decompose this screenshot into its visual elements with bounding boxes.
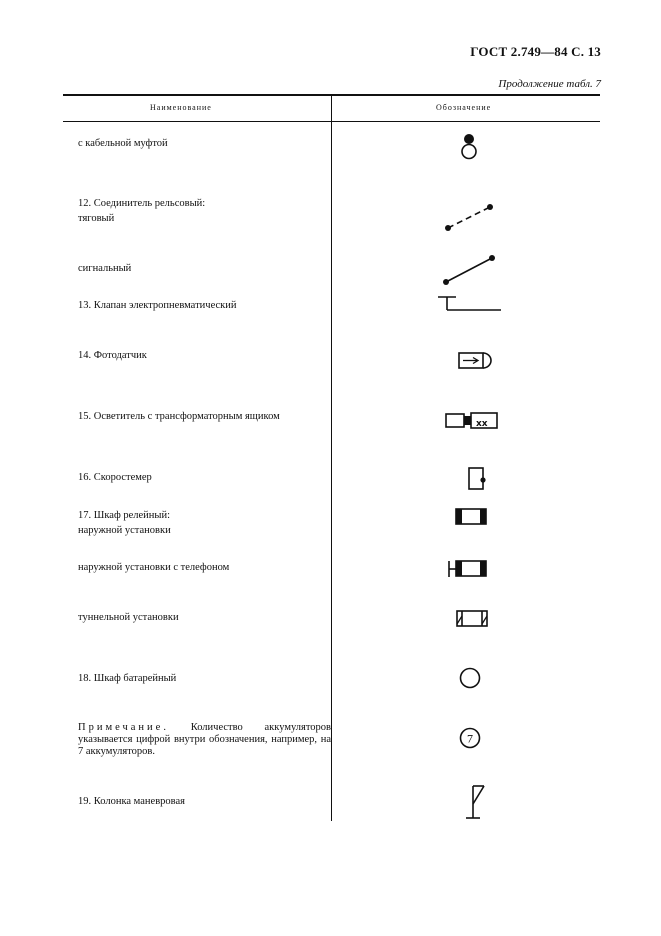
dashed-connector-icon bbox=[442, 200, 498, 234]
row-valve: 13. Клапан электропневматический bbox=[78, 300, 237, 311]
battery-cabinet-icon bbox=[458, 666, 484, 692]
column-divider bbox=[331, 94, 332, 821]
transformer-box-marks: xx bbox=[476, 419, 488, 429]
row-signal-connector: сигнальный bbox=[78, 263, 132, 274]
row-note bbox=[78, 722, 331, 758]
row-relay-tunnel: туннельной установки bbox=[78, 612, 179, 623]
row-cable-coupling: с кабельной муфтой bbox=[78, 138, 168, 149]
battery-cabinet-numbered-icon bbox=[458, 726, 484, 752]
table-continuation-label: Продолжение табл. 7 bbox=[498, 78, 601, 90]
row-speedometer: 16. Скоростемер bbox=[78, 472, 152, 483]
row-rail-connector: 12. Соединитель рельсовый: bbox=[78, 198, 206, 209]
row-relay-cabinet: 17. Шкаф релейный: bbox=[78, 510, 171, 521]
row-photosensor: 14. Фотодатчик bbox=[78, 350, 147, 361]
standard-title: ГОСТ 2.749—84 С. 13 bbox=[470, 44, 601, 59]
cable-coupling-icon bbox=[458, 132, 482, 162]
row-illuminator: 15. Осветитель с трансформаторным ящиком bbox=[78, 411, 280, 422]
note-heading: Примечание. bbox=[78, 722, 169, 733]
row-relay-phone: наружной установки с телефоном bbox=[78, 562, 230, 573]
column-header-symbol: Обозначение bbox=[436, 103, 492, 112]
relay-cabinet-outdoor-icon bbox=[454, 506, 490, 528]
note-body: Количество аккумуляторов указывается цифрой внутри обозначения, например, на 7 аккумуляторов. bbox=[78, 722, 331, 757]
relay-cabinet-tunnel-icon bbox=[455, 607, 491, 631]
shunting-column-icon bbox=[460, 782, 488, 822]
solid-connector-icon bbox=[438, 251, 498, 289]
relay-cabinet-phone-icon bbox=[446, 557, 492, 581]
column-header-name: Наименование bbox=[150, 103, 212, 112]
row-shunting-column: 19. Колонка маневровая bbox=[78, 796, 185, 807]
illuminator-icon bbox=[444, 410, 502, 432]
speedometer-icon bbox=[466, 466, 490, 492]
row-battery-cabinet: 18. Шкаф батарейный bbox=[78, 673, 177, 684]
valve-icon bbox=[437, 294, 503, 314]
photosensor-icon bbox=[457, 350, 493, 372]
row-traction-connector: тяговый bbox=[78, 213, 115, 224]
battery-count: 7 bbox=[467, 731, 473, 746]
row-relay-outdoor: наружной установки bbox=[78, 525, 171, 536]
